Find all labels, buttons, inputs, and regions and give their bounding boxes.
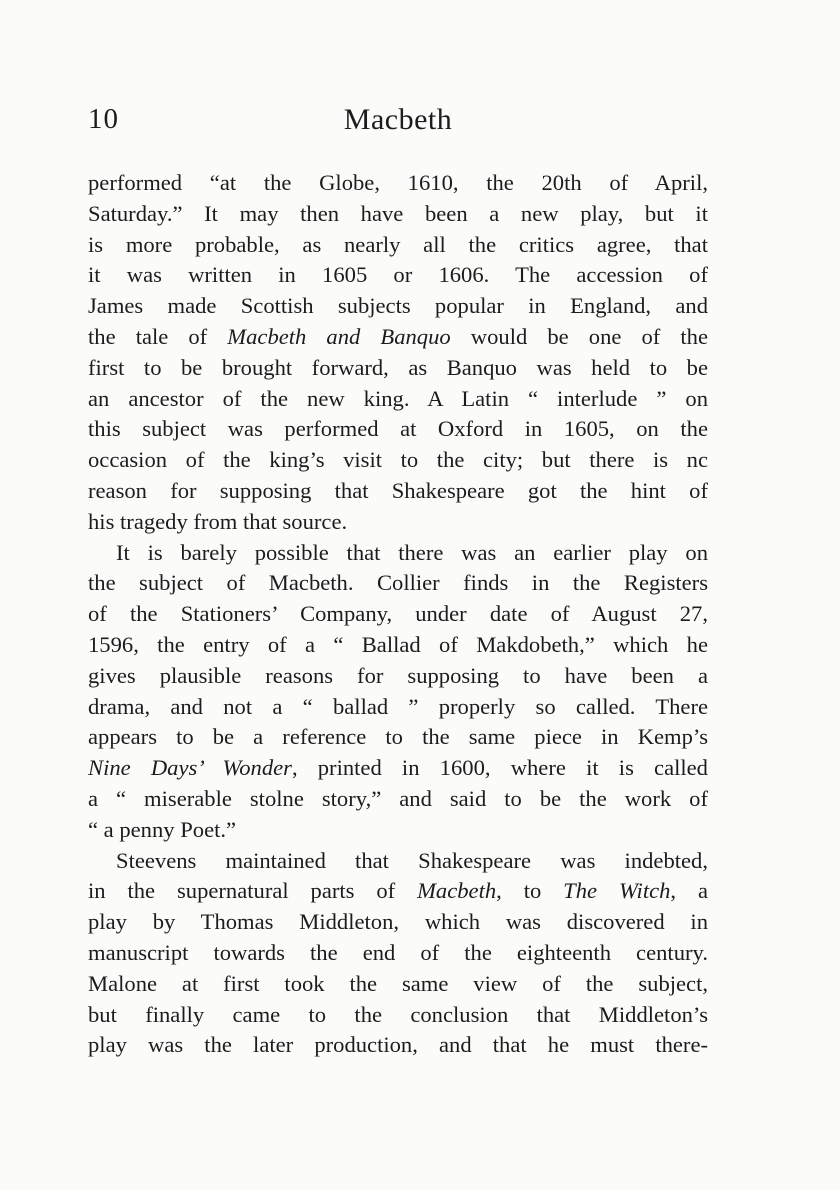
italic-title: The Witch <box>563 878 671 904</box>
text-line: but finally came to the conclusion that Middleton’s <box>88 1001 708 1027</box>
text-line: occasion of the king’s visit to the city; but there is nc <box>88 447 708 473</box>
text-line: first to be brought forward, as Banquo was held to be <box>88 354 708 380</box>
text-line: his tragedy from that source. <box>88 508 348 534</box>
text-line: the subject of Macbeth. Collier finds in the Registers <box>88 570 708 596</box>
text-line: Saturday.” It may then have been a new play, but it <box>88 200 708 226</box>
text-line: this subject was performed at Oxford in 1605, on the <box>88 416 708 442</box>
text-line: is more probable, as nearly all the critics agree, that <box>88 231 708 257</box>
text-line <box>88 876 708 907</box>
italic-title: Nine Days’ Wonder <box>88 755 292 781</box>
running-head <box>88 103 708 143</box>
text-segment: , a <box>670 878 708 904</box>
text-line: a “ miserable stolne story,” and said to be the work of <box>88 785 708 811</box>
text-line: Malone at first took the same view of the subject, <box>88 970 708 996</box>
page-title: Macbeth <box>343 103 453 136</box>
text-line: of the Stationers’ Company, under date of August 27, <box>88 601 708 627</box>
page-number: 10 <box>88 103 119 135</box>
text-line: James made Scottish subjects popular in England, and <box>88 293 708 319</box>
text-line: manuscript towards the end of the eighteenth century. <box>88 939 708 965</box>
text-segment: in the supernatural parts of <box>88 878 418 904</box>
text-line: an ancestor of the new king. A Latin “ interlude ” on <box>88 385 708 411</box>
text-line: performed “at the Globe, 1610, the 20th of April, <box>88 170 708 195</box>
text-segment: would be one of the <box>450 323 708 349</box>
text-line <box>88 753 708 784</box>
text-segment: , to <box>496 878 564 904</box>
italic-title: Macbeth <box>417 878 497 904</box>
text-segment: , printed in 1600, where it is called <box>291 755 708 781</box>
text-line <box>88 322 708 353</box>
body-text <box>88 168 708 1061</box>
text-line: reason for supposing that Shakespeare got the hint of <box>88 477 708 503</box>
text-line: It is barely possible that there was an earlier play on <box>116 539 708 565</box>
text-line: play by Thomas Middleton, which was discovered in <box>88 909 708 935</box>
text-line: play was the later production, and that he must there- <box>88 1032 708 1058</box>
text-line: “ a penny Poet.” <box>88 816 237 842</box>
text-line: appears to be a reference to the same piece in Kemp’s <box>88 724 708 750</box>
text-line: 1596, the entry of a “ Ballad of Makdobeth,” which he <box>88 631 708 657</box>
text-line: drama, and not a “ ballad ” properly so called. There <box>88 693 708 719</box>
text-line: it was written in 1605 or 1606. The accession of <box>88 262 708 288</box>
text-line: gives plausible reasons for supposing to have been a <box>88 662 708 688</box>
text-line: Steevens maintained that Shakespeare was indebted, <box>116 847 708 873</box>
italic-title: Macbeth and Banquo <box>227 323 451 349</box>
text-segment: the tale of <box>88 323 228 349</box>
